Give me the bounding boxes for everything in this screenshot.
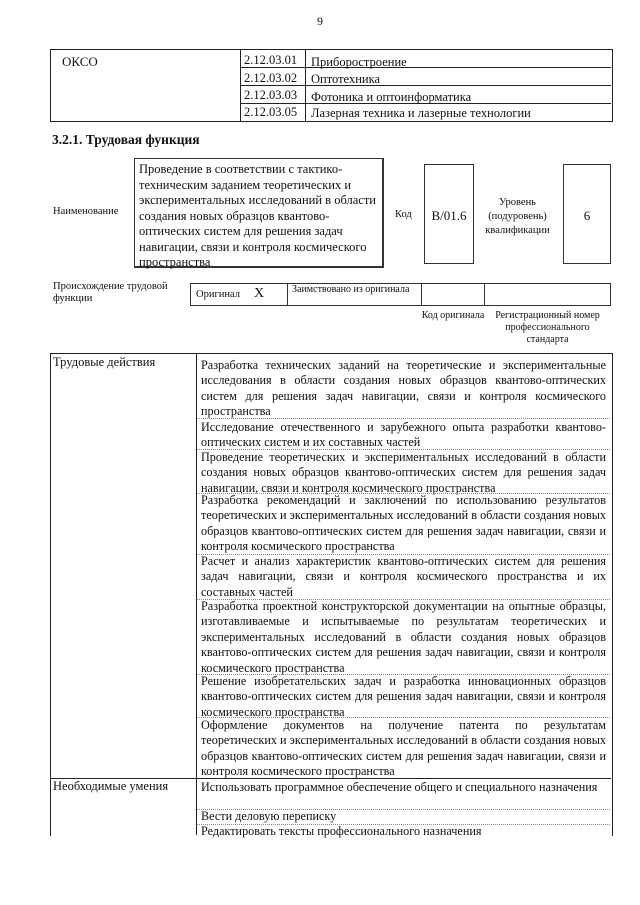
origin-reg-caption: Регистрационный номер профессионального стандарта	[495, 310, 600, 345]
qualification-level-box	[563, 164, 611, 264]
origin-borrowed-label: Заимствовано из оригинала	[292, 284, 410, 295]
function-code-box	[424, 164, 474, 264]
function-name-value: Проведение в соответствии с тактико-техническим заданием теоретических и экспериментальных исследований в области создания новых образцов квантово-оптических систем для решения задач навигации, связи и контроля космического пространства	[134, 158, 384, 268]
function-code-label: Код	[395, 209, 412, 220]
okso-name: Оптотехника	[311, 72, 381, 86]
okso-code: 2.12.03.03	[244, 88, 298, 102]
labor-action-item: Оформление документов на получение патента по результатам теоретических и экспериментальных исследований в области создания новых образцов квантово-оптических систем для решения задач навигации, связи и контроля космического пространства	[201, 718, 606, 779]
labor-actions-title: Трудовые действия	[53, 355, 156, 369]
labor-action-item: Разработка технических заданий на теоретические и экспериментальные исследования в области создания новых образцов квантово-оптических систем для решения задач навигации, связи и контроля космического пространства	[201, 358, 606, 419]
page-number: 9	[317, 14, 323, 28]
qualification-level-value: 6	[583, 208, 591, 223]
origin-original-cell	[190, 283, 288, 306]
origin-mark: X	[254, 286, 265, 301]
skill-item: Использовать программное обеспечение общего и специального назначения	[201, 780, 598, 794]
okso-code: 2.12.03.01	[244, 53, 298, 67]
okso-label: ОКСО	[62, 54, 98, 69]
labor-action-item: Решение изобретательских задач и разработка инновационных образцов квантово-оптических систем для решения задач навигации, связи и контроля космического пространства	[201, 674, 606, 719]
okso-name: Лазерная техника и лазерные технологии	[311, 106, 531, 120]
function-code-value: B/01.6	[431, 208, 467, 223]
okso-name: Фотоника и оптоинформатика	[311, 90, 472, 104]
origin-code-caption: Код оригинала	[421, 310, 485, 321]
skills-title: Необходимые умения	[53, 779, 169, 793]
qualification-level-label: Уровень (подуровень) квалификации	[485, 197, 550, 236]
skill-item: Редактировать тексты профессионального назначения	[201, 824, 482, 838]
origin-code-cell	[421, 283, 485, 306]
labor-action-item: Разработка рекомендаций и заключений по использованию результатов теоретических и экспериментальных исследований в области создания новых образцов квантово-оптических систем для решения задач навигации, связи и контроля космического пространства	[201, 493, 606, 554]
origin-label: Происхождение трудовой функции	[53, 281, 168, 304]
okso-code: 2.12.03.02	[244, 71, 298, 85]
origin-original-label: Оригинал	[196, 289, 240, 300]
function-name-label: Наименование	[53, 206, 119, 217]
section-title: 3.2.1. Трудовая функция	[52, 132, 200, 147]
labor-action-item: Разработка проектной конструкторской документации на опытные образцы, изготавливаемые и испытываемые по результатам теоретических и экспериментальных исследований в области создания новых образцов квантово-оптических систем для решения задач навигации, связи и контроля космического пространства	[201, 599, 606, 675]
okso-name: Приборостроение	[311, 55, 407, 69]
labor-action-item: Исследование отечественного и зарубежного опыта разработки квантово-оптических систем и их составных частей	[201, 420, 606, 450]
skill-item: Вести деловую переписку	[201, 809, 337, 823]
labor-action-item: Расчет и анализ характеристик квантово-оптических систем для решения задач навигации, связи и контроля космического пространства и их составных частей	[201, 554, 606, 599]
origin-reg-cell	[484, 283, 611, 306]
okso-code: 2.12.03.05	[244, 105, 298, 119]
origin-borrowed-cell	[287, 283, 422, 306]
labor-action-item: Проведение теоретических и экспериментальных исследований в области создания новых образцов квантово-оптических систем для решения задач навигации, связи и контроля космического пространства	[201, 450, 606, 495]
